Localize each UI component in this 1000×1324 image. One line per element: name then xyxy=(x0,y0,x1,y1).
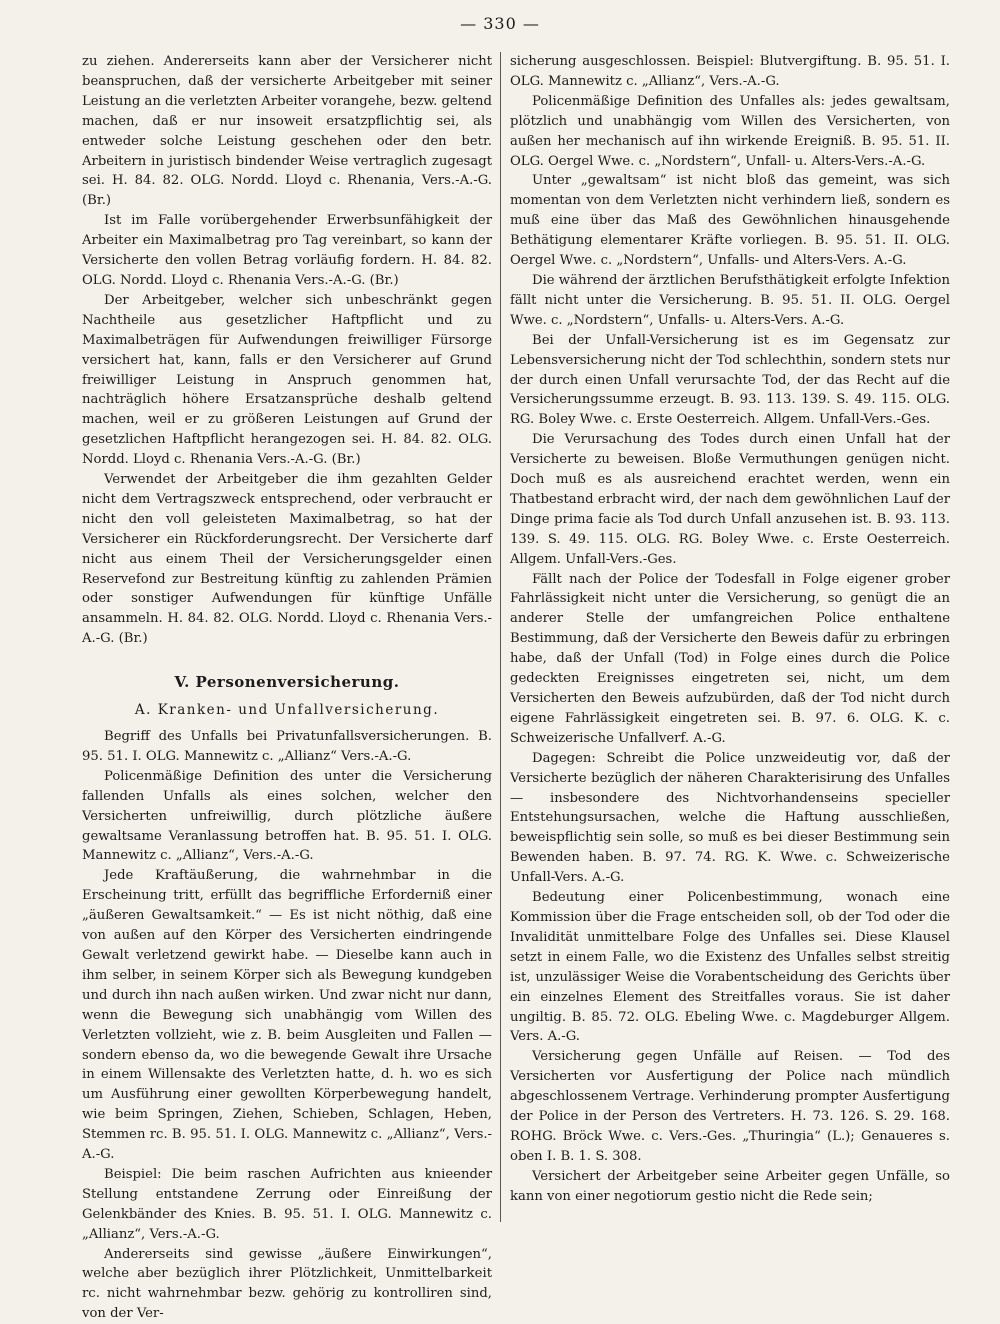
paragraph: Bedeutung einer Policenbestimmung, wonach eine Kommission über die Frage entscheiden soll, ob der Tod oder die Invalidität unmittelbare Folge des Unfalles sei. Diese Klausel setzt in einem Falle, wo die Existenz des Unfalles selbst streitig ist, unzulässiger Weise die Vorabentscheidung des Gerichts über ein einzelnes Element des Streitfalles voraus. Sie ist daher ungiltig. B. 85. 72. OLG. Ebeling Wwe. c. Magdeburger Allgem. Vers. A.-G. xyxy=(510,890,950,1045)
column-divider xyxy=(500,52,501,1222)
paragraph: Andererseits sind gewisse „äußere Einwirkungen“, welche aber bezüglich ihrer Plötzlichkeit, Unmittelbarkeit rc. nicht wahrnehmbar bezw. gehörig zu kontrolliren sind, von der Ver- xyxy=(82,1246,492,1322)
paragraph: Dagegen: Schreibt die Police unzweideutig vor, daß der Versicherte bezüglich der näheren Charakterisirung des Unfalles — insbesondere des Nichtvorhandenseins specieller Entstehungsursachen, welche die Haftung ausschließen, beweispflichtig sein solle, so muß es bei dieser Bestimmung sein Bewenden haben. B. 97. 74. RG. K. Wwe. c. Schweizerische Unfall-Vers. A.-G. xyxy=(510,750,950,886)
paragraph: Begriff des Unfalls bei Privatunfallsversicherungen. B. 95. 51. I. OLG. Mannewitz c. „Allianz“ Vers.-A.-G. xyxy=(82,729,492,764)
paragraph: Der Arbeitgeber, welcher sich unbeschränkt gegen Nachtheile aus gesetzlicher Haftpflicht und zu Maximalbeträgen für Aufwendungen freiwilliger Fürsorge versichert hat, kann, falls er den Versicherer auf Grund freiwilliger Leistung in Anspruch genommen hat, nachträglich höhere Ersatzansprüche deshalb geltend machen, weil er zu größeren Leistungen auf Grund der gesetzlichen Haftpflicht herangezogen sei. H. 84. 82. OLG. Nordd. Lloyd c. Rhenania Vers.-A.-G. (Br.) xyxy=(82,292,492,468)
paragraph: Beispiel: Die beim raschen Aufrichten aus knieender Stellung entstandene Zerrung oder Einreißung der Gelenkbänder des Knies. B. 95. 51. I. OLG. Mannewitz c. „Allianz“, Vers.-A.-G. xyxy=(82,1166,492,1242)
paragraph: sicherung ausgeschlossen. Beispiel: Blutvergiftung. B. 95. 51. I. OLG. Mannewitz c. „Allianz“, Vers.-A.-G. xyxy=(510,54,950,89)
paragraph: Jede Kraftäußerung, die wahrnehmbar in die Erscheinung tritt, erfüllt das begriffliche Erforderniß einer „äußeren Gewaltsamkeit.“ — Es ist nicht nöthig, daß eine von außen auf den Körper des Versicherten eindringende Gewalt verletzend gewirkt habe. — Dieselbe kann auch in ihm selber, in seinem Körper sich als Bewegung kundgeben und durch ihn nach außen wirken. Und zwar nicht nur dann, wenn die Bewegung sich unabhängig vom Willen des Verletzten vollzieht, wie z. B. beim Ausgleiten und Fallen — sondern ebenso da, wo die bewegende Gewalt ihre Ursache in einem Willensakte des Verletzten hatte, d. h. wo es sich um Ausführung einer gewollten Körperbewegung handelt, wie beim Springen, Ziehen, Schieben, Schlagen, Heben, Stemmen rc. B. 95. 51. I. OLG. Mannewitz c. „Allianz“, Vers.-A.-G. xyxy=(82,868,492,1163)
paragraph: Die Verursachung des Todes durch einen Unfall hat der Versicherte zu beweisen. Bloße Vermuthungen genügen nicht. Doch muß es als ausreichend erachtet werden, wenn ein Thatbestand erbracht wird, der nach dem gewöhnlichen Lauf der Dinge prima facie als Tod durch Unfall anzusehen ist. B. 93. 113. 139. S. 49. 115. OLG. RG. Boley Wwe. c. Erste Oesterreich. Allgem. Unfall-Vers.-Ges. xyxy=(510,432,950,567)
paragraph: Ist im Falle vorübergehender Erwerbsunfähigkeit der Arbeiter ein Maximalbetrag pro Tag vereinbart, so kann der Versicherte den vollen Betrag vorläufig fordern. H. 84. 82. OLG. Nordd. Lloyd c. Rhenania Vers.-A.-G. (Br.) xyxy=(82,213,492,288)
paragraph: Versicherung gegen Unfälle auf Reisen. — Tod des Versicherten vor Ausfertigung der Police nach mündlich abgeschlossenem Vertrage. Verhinderung prompter Ausfertigung der Police in der Person des Vertreters. H. 73. 126. S. 29. 168. ROHG. Bröck Wwe. c. Vers.-Ges. „Thuringia“ (L.); Genaueres s. oben I. B. 1. S. 308. xyxy=(510,1049,950,1164)
paragraph: Fällt nach der Police der Todesfall in Folge eigener grober Fahrlässigkeit nicht unter die Versicherung, so genügt die an anderer Stelle der umfangreichen Police enthaltene Bestimmung, daß der Versicherte den Beweis dafür zu erbringen habe, daß der Unfall (Tod) in Folge eines durch die Police gedeckten Ereignisses eingetreten sei, nicht, um dem Versicherten den Beweis aufzubürden, daß der Tod nicht durch eigene Fahrlässigkeit eingetreten sei. B. 97. 6. OLG. K. c. Schweizerische Unfallverf. A.-G. xyxy=(510,571,950,746)
paragraph: Die während der ärztlichen Berufsthätigkeit erfolgte Infektion fällt nicht unter die Versicherung. B. 95. 51. II. OLG. Oergel Wwe. c. „Nordstern“, Unfalls- u. Alters-Vers. A.-G. xyxy=(510,272,950,328)
paragraph: Versichert der Arbeitgeber seine Arbeiter gegen Unfälle, so kann von einer negotiorum gestio nicht die Rede sein; xyxy=(510,1168,950,1204)
paragraph: Bei der Unfall-Versicherung ist es im Gegensatz zur Lebensversicherung nicht der Tod schlechthin, sondern stets nur der durch einen Unfall verursachte Tod, der das Recht auf die Versicherungssumme erzeugt. B. 93. 113. 139. S. 49. 115. OLG. RG. Boley Wwe. c. Erste Oesterreich. Allgem. Unfall-Vers.-Ges. xyxy=(510,332,950,428)
paragraph: Policenmäßige Definition des Unfalles als: jedes gewaltsam, plötzlich und unabhängig vom Willen des Versicherten, von außen her mechanisch auf ihn wirkende Ereigniß. B. 95. 51. II. OLG. Oergel Wwe. c. „Nordstern“, Unfall- u. Alters-Vers.-A.-G. xyxy=(510,93,950,169)
paragraph: Policenmäßige Definition des unter die Versicherung fallenden Unfalls als eines solchen, welcher den Versicherten unfreiwillig, durch plötzliche äußere gewaltsame Veranlassung betroffen hat. B. 95. 51. I. OLG. Mannewitz c. „Allianz“, Vers.-A.-G. xyxy=(82,768,492,864)
section-title: V. Personenversicherung. xyxy=(174,673,400,692)
page-number: — 330 — xyxy=(460,14,540,33)
right-column xyxy=(510,52,950,1207)
subsection-title: A. Kranken- und Unfallversicherung. xyxy=(134,702,440,719)
paragraph: Verwendet der Arbeitgeber die ihm gezahlten Gelder nicht dem Vertragszweck entsprechend, oder verbraucht er nicht den voll geleisteten Maximalbetrag, so hat der Versicherer ein Rückforderungsrecht. Der Versicherte darf nicht aus einem Theil der Versicherungsgelder einen Reservefond zur Bestreitung künftig zu zahlenden Prämien oder sonstiger Aufwendungen für künftige Unfälle ansammeln. H. 84. 82. OLG. Nordd. Lloyd c. Rhenania Vers.-A.-G. (Br.) xyxy=(82,472,492,647)
paragraph: zu ziehen. Andererseits kann aber der Versicherer nicht beanspruchen, daß der versicherte Arbeitgeber mit seiner Leistung an die verletzten Arbeiter vorangehe, bezw. geltend machen, daß er nur insoweit ersatzpflichtig sei, als entweder solche Leistung geschehen oder den betr. Arbeitern in juristisch bindender Weise vertraglich zugesagt sei. H. 84. 82. OLG. Nordd. Lloyd c. Rhenania, Vers.-A.-G. (Br.) xyxy=(82,54,492,209)
left-column xyxy=(82,52,492,1324)
paragraph: Unter „gewaltsam“ ist nicht bloß das gemeint, was sich momentan von dem Verletzten nicht verhindern ließ, sondern es muß eine über das Maß des Gewöhnlichen hinausgehende Bethätigung elementarer Kräfte vorliegen. B. 95. 51. II. OLG. Oergel Wwe. c. „Nordstern“, Unfalls- und Alters-Vers. A.-G. xyxy=(510,173,950,269)
